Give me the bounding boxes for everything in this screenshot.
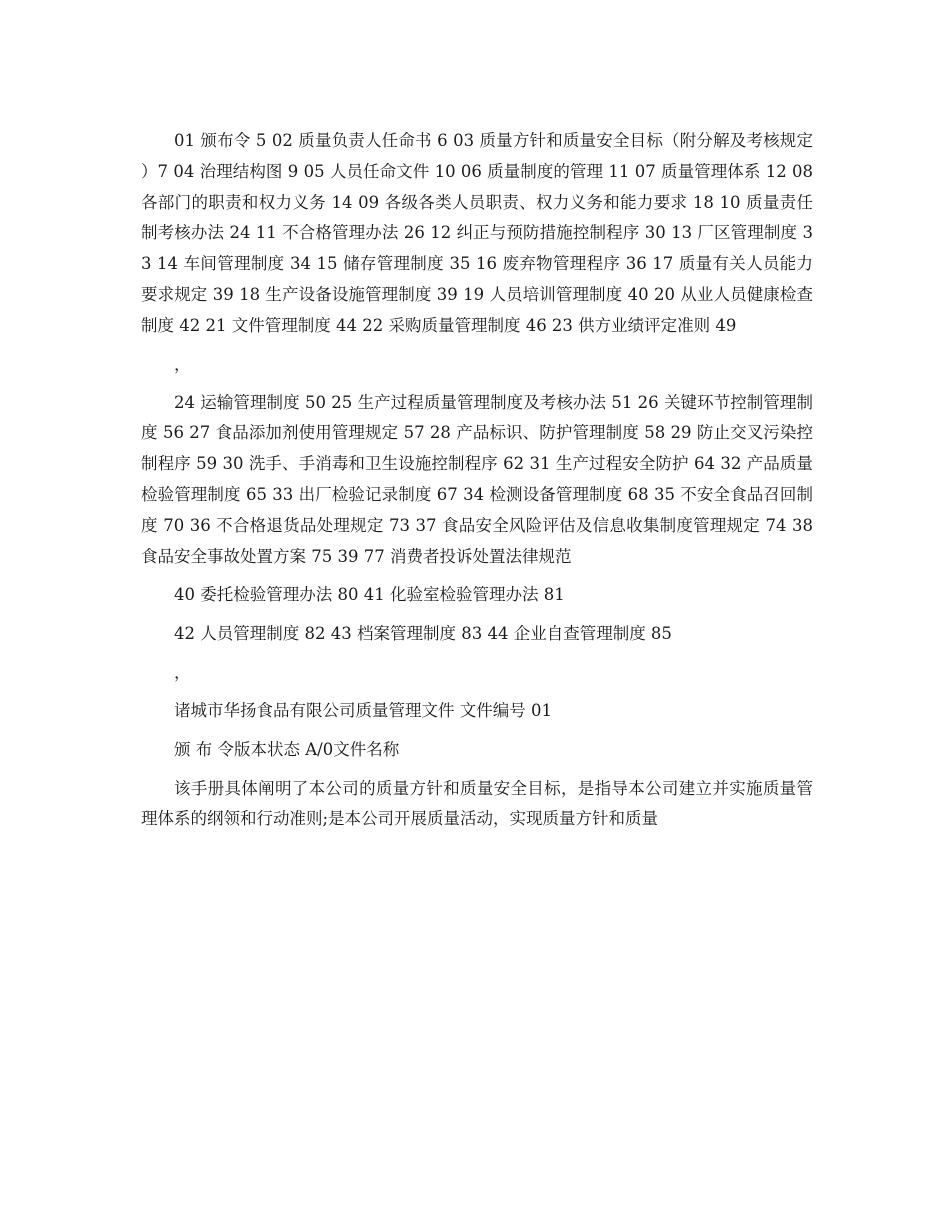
toc-block-4: 42 人员管理制度 82 43 档案管理制度 83 44 企业自查管理制度 85	[174, 624, 672, 644]
separator-comma-2: ，	[174, 662, 191, 682]
toc-block-2: 24 运输管理制度 50 25 生产过程质量管理制度及考核办法 51 26 关键环节控制管理制度 56 27 食品添加剂使用管理规定 57 28 产品标识、防护管理制度 58 29 防止交叉污染控制程序 59 30 洗手、手消毒和卫生设施控制程序 62 31 生产过程安全防护 64 32 产品质量检验管理制度 65 33 出厂检验记录制度 67 34 检测设备管理制度 68 35 不安全食品召回制度 70 36 不合格退货品处理规定 73 37 食品安全风险评估及信息收集制度管理规定 74 38 食品安全事故处置方案 75 39 77 消费者投诉处置法律规范	[141, 392, 813, 566]
header-line-decree: 颁 布 令版本状态 A/0文件名称	[174, 739, 400, 759]
toc-block-1: 01 颁布令 5 02 质量负责人任命书 6 03 质量方针和质量安全目标（附分解及考核规定）7 04 治理结构图 9 05 人员任命文件 10 06 质量制度的管理 11 07 质量管理体系 12 08 各部门的职责和权力义务 14 09 各级各类人员职责、权力义务和能力要求 18 10 质量责任制考核办法 24 11 不合格管理办法 26 12 纠正与预防措施控制程序 30 13 厂区管理制度 33 14 车间管理制度 34 15 储存管理制度 35 16 废弃物管理程序 36 17 质量有关人员能力要求规定 39 18 生产设备设施管理制度 39 19 人员培训管理制度 40 20 从业人员健康检查制度 42 21 文件管理制度 44 22 采购质量管理制度 46 23 供方业绩评定准则 49	[141, 131, 813, 335]
separator-comma-1: ，	[174, 354, 191, 374]
toc-block-3: 40 委托检验管理办法 80 41 化验室检验管理办法 81	[174, 585, 565, 605]
body-paragraph: 该手册具体阐明了本公司的质量方针和质量安全目标，是指导本公司建立并实施质量管理体系的纲领和行动准则;是本公司开展质量活动，实现质量方针和质量	[141, 778, 813, 829]
header-line-company: 诸城市华扬食品有限公司质量管理文件 文件编号 01	[174, 700, 552, 720]
document-content	[141, 126, 813, 835]
